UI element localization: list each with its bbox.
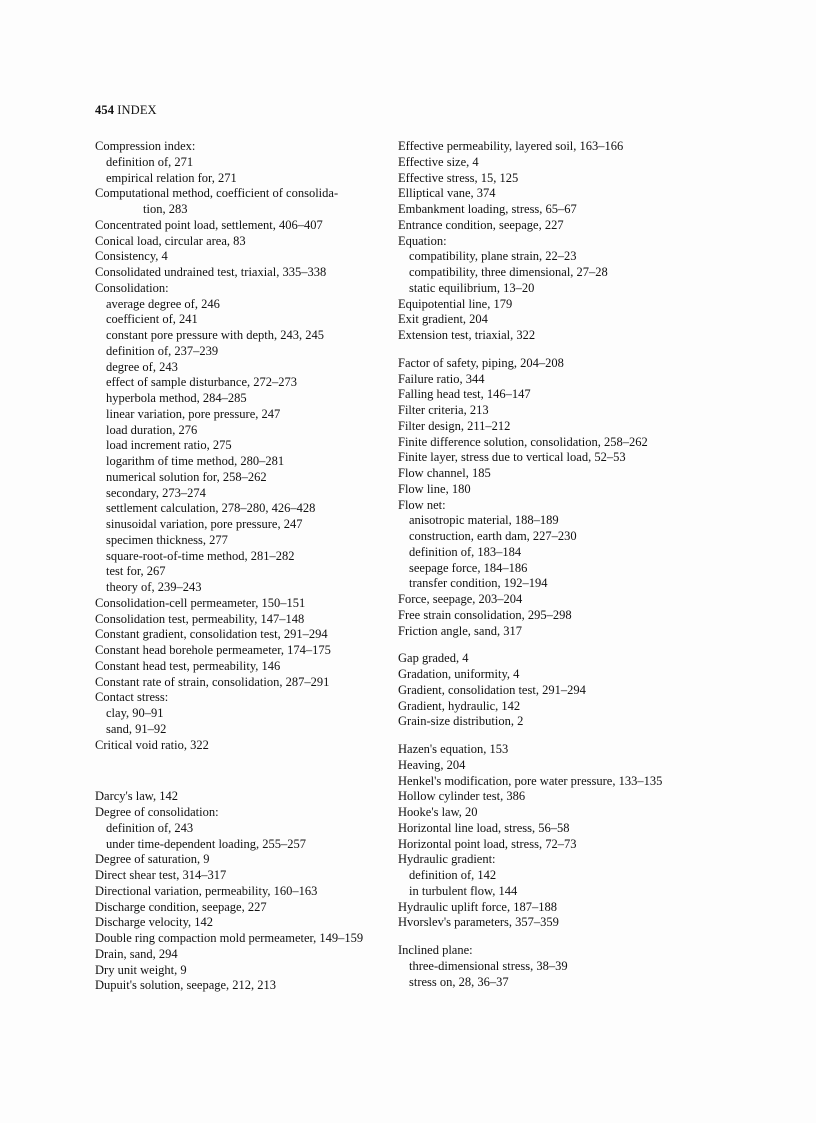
entry-text: Equation: <box>398 233 447 248</box>
entry-text: Directional variation, permeability, 160–163 <box>95 883 318 898</box>
entry-text: linear variation, pore pressure, 247 <box>106 406 281 421</box>
entry-text: Compression index: <box>95 139 196 153</box>
entry-text: theory of, 239–243 <box>106 580 202 594</box>
entry-text: Degree of consolidation: <box>95 805 219 819</box>
index-entry <box>398 852 698 868</box>
index-subentry <box>398 884 698 900</box>
entry-text: Embankment loading, stress, 65–67 <box>398 202 577 216</box>
index-subentry <box>398 281 698 297</box>
entry-text: sand, 91–92 <box>106 721 167 736</box>
index-subentry <box>95 549 395 565</box>
entry-text: Consolidation-cell permeameter, 150–151 <box>95 595 306 610</box>
entry-text: Failure ratio, 344 <box>398 371 485 386</box>
entry-text: compatibility, three dimensional, 27–28 <box>409 265 608 279</box>
entry-text: Filter design, 211–212 <box>398 418 511 433</box>
entry-text: Consolidation: <box>95 280 169 295</box>
index-entry <box>398 667 698 683</box>
entry-text: Double ring compaction mold permeameter, 149–159 <box>95 931 364 945</box>
entry-text: Flow net: <box>398 497 446 512</box>
index-entry <box>398 624 698 640</box>
page-header <box>95 103 157 118</box>
index-entry <box>398 742 698 758</box>
entry-text: Hydraulic gradient: <box>398 852 496 867</box>
entry-text: Finite layer, stress due to vertical load, 52–53 <box>398 450 626 465</box>
entry-text: Gradient, hydraulic, 142 <box>398 698 521 713</box>
index-subentry <box>95 438 395 454</box>
entry-text: Hooke's law, 20 <box>398 805 478 819</box>
index-entry <box>95 249 395 265</box>
entry-text: Force, seepage, 203–204 <box>398 592 523 606</box>
index-entry <box>95 963 395 979</box>
entry-text: definition of, 237–239 <box>106 343 219 358</box>
entry-text: in turbulent flow, 144 <box>409 883 518 898</box>
entry-text: Gradation, uniformity, 4 <box>398 667 520 681</box>
index-entry <box>398 943 698 959</box>
index-entry <box>95 281 395 297</box>
entry-text: Constant head borehole permeameter, 174–175 <box>95 643 331 657</box>
index-entry <box>95 931 395 947</box>
entry-text: definition of, 271 <box>106 154 194 169</box>
index-entry <box>95 627 395 643</box>
entry-text: under time-dependent loading, 255–257 <box>106 836 306 851</box>
index-subentry <box>95 360 395 376</box>
index-entry <box>95 868 395 884</box>
entry-text: Grain-size distribution, 2 <box>398 714 524 729</box>
index-entry <box>95 659 395 675</box>
index-subentry <box>95 155 395 171</box>
entry-text: Discharge condition, seepage, 227 <box>95 899 267 914</box>
entry-text: Hazen's equation, 153 <box>398 742 509 756</box>
index-entry <box>398 900 698 916</box>
entry-text: construction, earth dam, 227–230 <box>409 529 577 543</box>
entry-text: Constant rate of strain, consolidation, 287–291 <box>95 674 330 689</box>
entry-text: Heaving, 204 <box>398 757 466 772</box>
index-entry <box>398 356 698 372</box>
entry-text: Falling head test, 146–147 <box>398 387 531 402</box>
index-subentry <box>95 821 395 837</box>
index-entry <box>398 592 698 608</box>
entry-text: Friction angle, sand, 317 <box>398 623 522 638</box>
entry-text: Horizontal point load, stress, 72–73 <box>398 836 577 851</box>
entry-text: Constant gradient, consolidation test, 291–294 <box>95 627 328 642</box>
entry-text: Concentrated point load, settlement, 406–407 <box>95 217 323 232</box>
index-subentry <box>95 423 395 439</box>
index-entry <box>95 596 395 612</box>
entry-text: Filter criteria, 213 <box>398 403 489 417</box>
entry-text: Gap graded, 4 <box>398 651 469 666</box>
entry-text: average degree of, 246 <box>106 296 220 311</box>
section-gap <box>398 344 698 356</box>
entry-text: Contact stress: <box>95 690 169 705</box>
index-subentry <box>398 529 698 545</box>
entry-text: square-root-of-time method, 281–282 <box>106 548 295 563</box>
index-entry <box>398 372 698 388</box>
entry-text: seepage force, 184–186 <box>409 560 528 575</box>
entry-text: Extension test, triaxial, 322 <box>398 328 536 342</box>
index-subentry <box>95 706 395 722</box>
index-subentry <box>95 391 395 407</box>
index-subentry <box>95 312 395 328</box>
index-entry <box>398 202 698 218</box>
index-subentry <box>95 722 395 738</box>
entry-text: coefficient of, 241 <box>106 312 198 327</box>
index-entry <box>398 450 698 466</box>
index-subentry <box>95 407 395 423</box>
index-entry <box>95 789 395 805</box>
index-entry <box>398 218 698 234</box>
entry-text: Darcy's law, 142 <box>95 789 179 804</box>
index-subentry <box>95 328 395 344</box>
section-gap <box>398 931 698 943</box>
entry-text: definition of, 243 <box>106 820 194 835</box>
index-entry <box>95 218 395 234</box>
entry-text: hyperbola method, 284–285 <box>106 391 247 405</box>
entry-text: degree of, 243 <box>106 359 178 374</box>
index-entry <box>398 419 698 435</box>
index-entry <box>398 789 698 805</box>
section-gap <box>398 639 698 651</box>
index-entry <box>398 482 698 498</box>
entry-text: Elliptical vane, 374 <box>398 186 496 201</box>
index-entry <box>398 683 698 699</box>
index-entry <box>95 805 395 821</box>
index-entry <box>398 328 698 344</box>
entry-text: Effective size, 4 <box>398 154 479 169</box>
index-subentry <box>398 975 698 991</box>
index-entry <box>398 139 698 155</box>
index-entry <box>95 900 395 916</box>
index-entry <box>398 915 698 931</box>
index-subentry <box>95 501 395 517</box>
index-entry <box>398 651 698 667</box>
index-subentry <box>95 470 395 486</box>
index-subentry <box>398 513 698 529</box>
index-entry <box>398 498 698 514</box>
entry-text: compatibility, plane strain, 22–23 <box>409 249 577 264</box>
entry-text: Entrance condition, seepage, 227 <box>398 217 564 232</box>
entry-text: Discharge velocity, 142 <box>95 915 214 930</box>
entry-text: anisotropic material, 188–189 <box>409 513 559 528</box>
index-entry <box>95 186 395 218</box>
index-subentry <box>95 375 395 391</box>
entry-text: effect of sample disturbance, 272–273 <box>106 375 298 390</box>
index-subentry <box>398 265 698 281</box>
index-entry <box>95 690 395 706</box>
index-subentry <box>95 517 395 533</box>
index-subentry <box>398 959 698 975</box>
entry-text: Exit gradient, 204 <box>398 312 488 327</box>
index-entry <box>398 466 698 482</box>
entry-text: settlement calculation, 278–280, 426–428 <box>106 501 316 516</box>
index-subentry <box>95 580 395 596</box>
index-entry <box>398 171 698 187</box>
index-entry <box>95 265 395 281</box>
index-column-left <box>95 139 395 994</box>
index-entry <box>398 155 698 171</box>
entry-text: secondary, 273–274 <box>106 485 206 500</box>
index-entry <box>398 435 698 451</box>
entry-text: Hollow cylinder test, 386 <box>398 789 526 804</box>
entry-text: Free strain consolidation, 295–298 <box>398 607 572 622</box>
entry-text: Degree of saturation, 9 <box>95 852 210 867</box>
entry-text: three-dimensional stress, 38–39 <box>409 958 568 973</box>
index-subentry <box>398 576 698 592</box>
index-entry <box>398 403 698 419</box>
entry-text: Inclined plane: <box>398 943 473 957</box>
entry-text: Hvorslev's parameters, 357–359 <box>398 915 559 930</box>
index-subentry <box>95 171 395 187</box>
entry-text: Consolidated undrained test, triaxial, 335–338 <box>95 265 327 279</box>
entry-text: constant pore pressure with depth, 243, 245 <box>106 328 325 342</box>
entry-text: Consolidation test, permeability, 147–148 <box>95 611 305 626</box>
entry-text: Direct shear test, 314–317 <box>95 868 227 882</box>
index-column-right <box>398 139 698 990</box>
index-subentry <box>398 249 698 265</box>
index-entry <box>398 714 698 730</box>
entry-text: Flow channel, 185 <box>398 466 491 480</box>
index-entry <box>95 139 395 155</box>
entry-text: Constant head test, permeability, 146 <box>95 658 281 673</box>
entry-text: Gradient, consolidation test, 291–294 <box>398 682 586 697</box>
index-entry <box>95 738 395 754</box>
entry-text: specimen thickness, 277 <box>106 532 228 547</box>
entry-text: Factor of safety, piping, 204–208 <box>398 355 564 370</box>
entry-text: Flow line, 180 <box>398 481 471 496</box>
entry-text: load duration, 276 <box>106 422 198 437</box>
entry-text: logarithm of time method, 280–281 <box>106 454 285 468</box>
entry-text: Effective permeability, layered soil, 163–166 <box>398 139 624 153</box>
entry-text: Finite difference solution, consolidation, 258–262 <box>398 434 648 449</box>
entry-text: stress on, 28, 36–37 <box>409 974 509 989</box>
entry-continuation: tion, 283 <box>143 202 188 216</box>
index-entry <box>398 297 698 313</box>
index-subentry <box>398 545 698 561</box>
index-subentry <box>95 454 395 470</box>
entry-text: clay, 90–91 <box>106 706 164 720</box>
section-gap <box>95 753 395 789</box>
page-number: 454 <box>95 103 115 117</box>
index-entry <box>398 186 698 202</box>
entry-text: sinusoidal variation, pore pressure, 247 <box>106 517 303 531</box>
index-entry <box>398 312 698 328</box>
index-subentry <box>95 837 395 853</box>
index-entry <box>95 884 395 900</box>
entry-text: static equilibrium, 13–20 <box>409 280 535 295</box>
entry-text: empirical relation for, 271 <box>106 170 237 185</box>
index-entry <box>398 234 698 250</box>
entry-text: load increment ratio, 275 <box>106 438 232 453</box>
index-subentry <box>398 561 698 577</box>
entry-text: definition of, 142 <box>409 868 497 882</box>
index-entry <box>95 675 395 691</box>
entry-text: Computational method, coefficient of consolida- <box>95 186 339 201</box>
index-entry <box>95 978 395 994</box>
entry-text: Drain, sand, 294 <box>95 946 178 961</box>
index-subentry <box>95 297 395 313</box>
entry-text: test for, 267 <box>106 564 166 579</box>
index-entry <box>95 915 395 931</box>
entry-text: Dupuit's solution, seepage, 212, 213 <box>95 978 277 993</box>
entry-text: Effective stress, 15, 125 <box>398 170 519 185</box>
index-entry <box>95 234 395 250</box>
index-entry <box>95 947 395 963</box>
index-subentry <box>398 868 698 884</box>
entry-text: Consistency, 4 <box>95 249 168 264</box>
index-subentry <box>95 486 395 502</box>
index-entry <box>398 805 698 821</box>
entry-text: Conical load, circular area, 83 <box>95 233 246 248</box>
index-entry <box>95 643 395 659</box>
entry-text: Horizontal line load, stress, 56–58 <box>398 820 570 835</box>
index-entry <box>398 387 698 403</box>
section-title: INDEX <box>117 103 157 117</box>
index-entry <box>95 852 395 868</box>
entry-text: transfer condition, 192–194 <box>409 576 548 591</box>
section-gap <box>398 730 698 742</box>
entry-text: definition of, 183–184 <box>409 544 522 559</box>
entry-text: Hydraulic uplift force, 187–188 <box>398 899 557 914</box>
index-entry <box>95 612 395 628</box>
index-entry <box>398 699 698 715</box>
index-entry <box>398 608 698 624</box>
index-entry <box>398 758 698 774</box>
entry-text: Dry unit weight, 9 <box>95 962 187 977</box>
entry-text: Henkel's modification, pore water pressure, 133–135 <box>398 773 663 788</box>
entry-text: numerical solution for, 258–262 <box>106 469 267 484</box>
index-entry <box>398 837 698 853</box>
index-entry <box>398 821 698 837</box>
index-subentry <box>95 564 395 580</box>
entry-text: Critical void ratio, 322 <box>95 737 209 752</box>
index-subentry <box>95 533 395 549</box>
index-entry <box>398 774 698 790</box>
entry-text: Equipotential line, 179 <box>398 296 513 311</box>
index-subentry <box>95 344 395 360</box>
